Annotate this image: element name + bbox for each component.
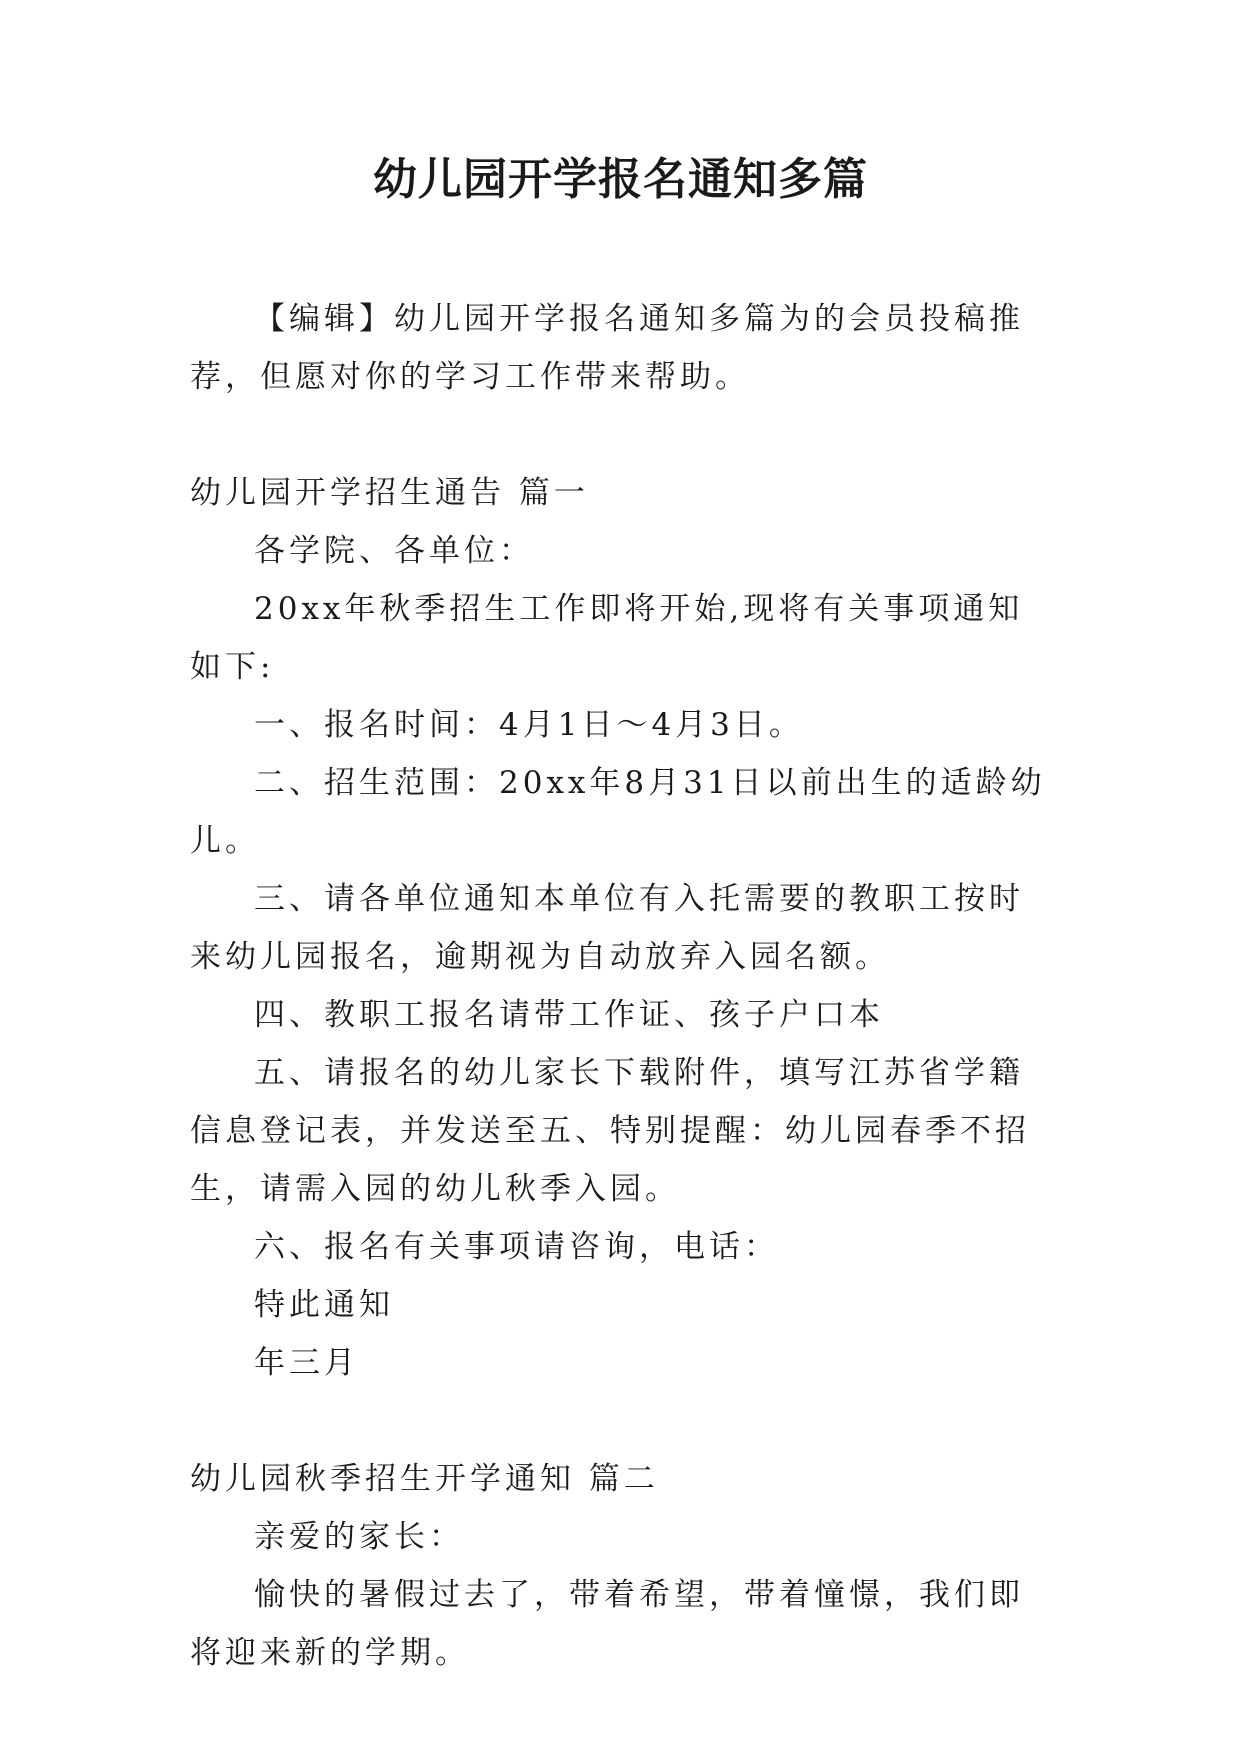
section-1-line-7: 五、请报名的幼儿家长下载附件，填写江苏省学籍信息登记表，并发送至五、特别提醒：幼儿园春季不招生，请需入园的幼儿秋季入园。 — [190, 1055, 1030, 1207]
section-1-heading: 幼儿园开学招生通告 篇一 — [190, 475, 589, 511]
section-2 — [190, 1450, 1050, 1682]
section-1 — [190, 464, 1050, 1392]
section-1-line-10: 年三月 — [254, 1345, 359, 1381]
section-1-line-3: 一、报名时间：4月1日～4月3日。 — [254, 707, 804, 743]
section-1-line-4: 二、招生范围：20xx年8月31日以前出生的适龄幼儿。 — [190, 765, 1046, 859]
intro-paragraph: 【编辑】幼儿园开学报名通知多篇为的会员投稿推荐，但愿对你的学习工作带来帮助。 — [190, 301, 1024, 395]
section-1-line-9: 特此通知 — [254, 1287, 394, 1323]
section-2-line-2: 愉快的暑假过去了，带着希望，带着憧憬，我们即将迎来新的学期。 — [190, 1577, 1024, 1671]
section-1-line-8: 六、报名有关事项请咨询，电话： — [254, 1229, 779, 1265]
document-body — [190, 290, 1050, 1682]
section-2-line-1: 亲爱的家长： — [254, 1519, 464, 1555]
section-1-line-6: 四、教职工报名请带工作证、孩子户口本 — [254, 997, 884, 1033]
section-1-line-5: 三、请各单位通知本单位有入托需要的教职工按时来幼儿园报名，逾期视为自动放弃入园名额。 — [190, 881, 1024, 975]
section-1-line-2: 20xx年秋季招生工作即将开始,现将有关事项通知如下: — [190, 591, 1024, 685]
section-2-heading: 幼儿园秋季招生开学通知 篇二 — [190, 1461, 659, 1497]
document-title: 幼儿园开学报名通知多篇 — [373, 154, 868, 205]
section-1-line-1: 各学院、各单位： — [254, 533, 534, 569]
